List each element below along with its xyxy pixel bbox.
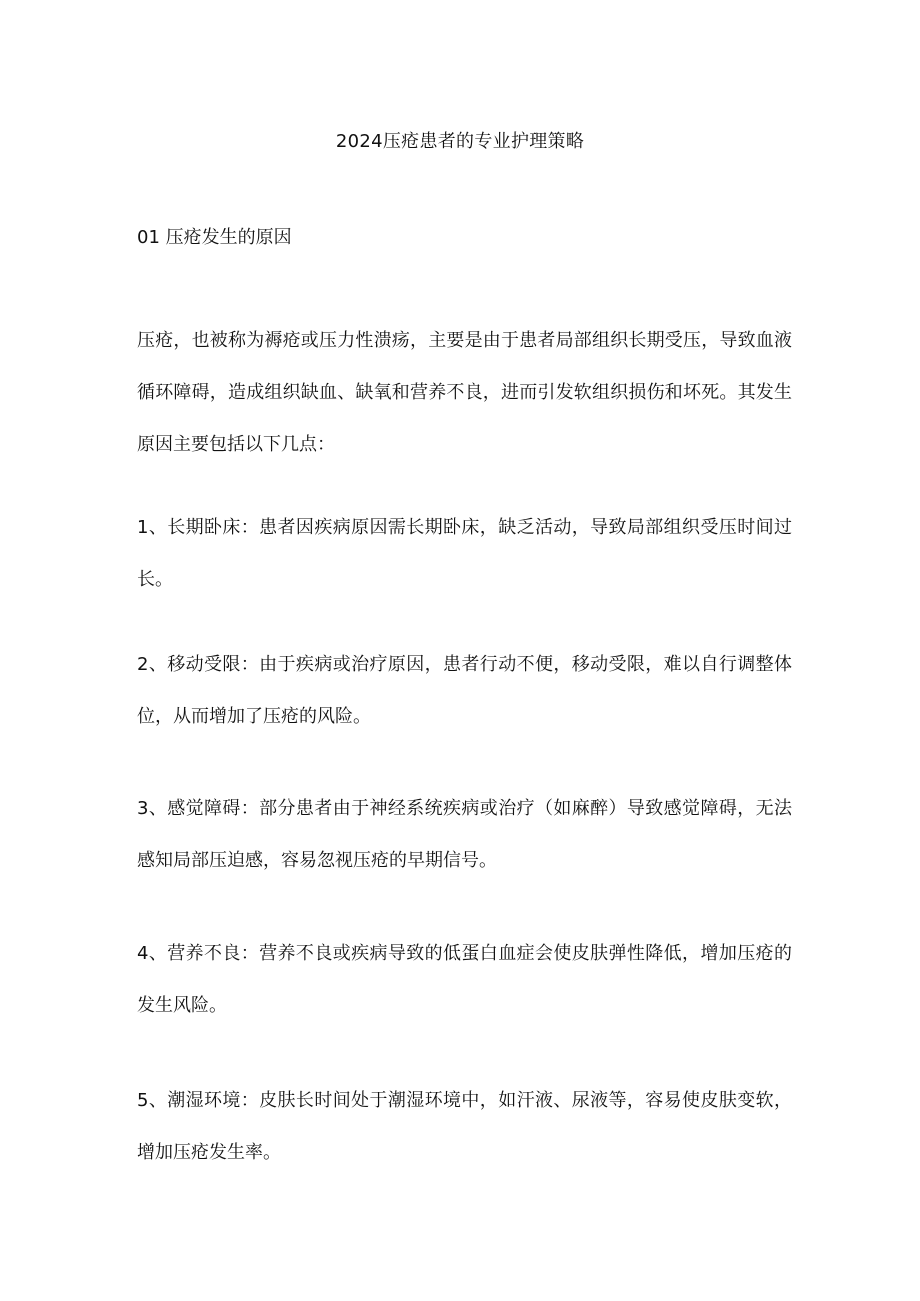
cause-item-2: 2、移动受限：由于疾病或治疗原因，患者行动不便，移动受限，难以自行调整体位，从而增加了压疮的风险。 bbox=[137, 654, 792, 727]
document-title: 2024压疮患者的专业护理策略 bbox=[335, 131, 585, 152]
cause-item-5: 5、潮湿环境：皮肤长时间处于潮湿环境中，如汗液、尿液等，容易使皮肤变软，增加压疮发生率。 bbox=[137, 1090, 792, 1163]
cause-item-4: 4、营养不良：营养不良或疾病导致的低蛋白血症会使皮肤弹性降低，增加压疮的发生风险。 bbox=[137, 943, 792, 1016]
cause-item-3: 3、感觉障碍：部分患者由于神经系统疾病或治疗（如麻醉）导致感觉障碍，无法感知局部压迫感，容易忽视压疮的早期信号。 bbox=[137, 798, 792, 871]
cause-item-1: 1、长期卧床：患者因疾病原因需长期卧床，缺乏活动，导致局部组织受压时间过长。 bbox=[137, 517, 792, 590]
section-heading: 01 压疮发生的原因 bbox=[137, 227, 292, 248]
intro-paragraph: 压疮，也被称为褥疮或压力性溃疡，主要是由于患者局部组织长期受压，导致血液循环障碍，造成组织缺血、缺氧和营养不良，进而引发软组织损伤和坏死。其发生原因主要包括以下几点： bbox=[137, 330, 792, 455]
